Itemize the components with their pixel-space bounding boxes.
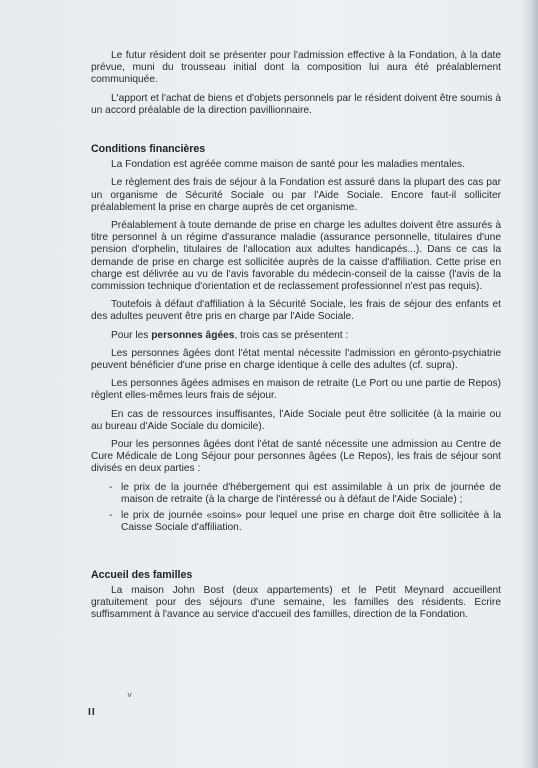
ink-mark: ˅ xyxy=(127,690,133,700)
p5-pre-text: Pour les xyxy=(111,329,152,341)
intro-paragraph-2: L'apport et l'achat de biens et d'objets personnels par le résident doivent être soumis à un accord préalable de la direction pavillionnaire. xyxy=(91,92,501,116)
document-body xyxy=(91,50,501,627)
financial-paragraph-8: En cas de ressources insuffisantes, l'Aide Sociale peut être sollicitée (à la mairie ou au bureau d'Aide Sociale du domicile). xyxy=(91,408,501,432)
list-item: - le prix de journée «soins» pour lequel une prise en charge doit être sollicitée à la Caisse Sociale d'affiliation. xyxy=(109,510,501,534)
page-edge-shadow xyxy=(520,0,538,768)
financial-paragraph-1: La Fondation est agréée comme maison de santé pour les maladies mentales. xyxy=(111,159,465,171)
section-heading-families: Accueil des familles xyxy=(91,568,193,581)
fee-parts-list xyxy=(109,482,501,535)
financial-paragraph-3: Préalablement à toute demande de prise en charge les adultes doivent être assurés à titre personnel à un régime d'assurance maladie (assurance personnelle, titulaires d'une pension d'orphelin, titulaires de l'allocation aux adultes handicapés...). Dans ce cas la demande de prise en charge est sollicitée auprès de la caisse d'affiliation. Cette prise en charge est délivrée au vu de l'avis favorable du médecin-conseil de la caisse (l'avis de la commission technique d'orientation et de reclassement professionnel n'est pas requis). xyxy=(91,220,501,293)
intro-paragraph-1: Le futur résident doit se présenter pour l'admission effective à la Fondation, à la date prévue, muni du trousseau initial dont la composition lui aura été préalablement communiquée. xyxy=(91,50,501,86)
financial-paragraph-6: Les personnes âgées dont l'état mental nécessite l'admission en géronto-psychiatrie peuvent bénéficier d'une prise en charge identique à celle des adultes (cf. supra). xyxy=(91,347,501,372)
p5-post-text: , trois cas se présentent : xyxy=(234,329,349,341)
page-number: II xyxy=(88,706,96,718)
financial-paragraph-2: Le règlement des frais de séjour à la Fondation est assuré dans la plupart des cas par un organisme de Sécurité Sociale ou par l'Aide Sociale. Encore faut-il solliciter préalablement la prise en charge auprès de cet organisme. xyxy=(91,177,501,213)
financial-paragraph-4: Toutefois à défaut d'affiliation à la Sécurité Sociale, les frais de séjour des enfants et des adultes peuvent être pris en charge par l'Aide Sociale. xyxy=(91,299,501,323)
financial-paragraph-9: Pour les personnes âgées dont l'état de santé nécessite une admission au Centre de Cure Médicale de Long Séjour pour personnes âgées (Le Repos), les frais de séjour sont divisés en deux parties : xyxy=(91,439,501,475)
list-item: - le prix de la journée d'hébergement qui est assimilable à un prix de journée de maison de retraite (à la charge de l'intéressé ou à défaut de l'Aide Sociale) ; xyxy=(109,482,501,506)
families-paragraph-1: La maison John Bost (deux appartements) et le Petit Meynard accueillent gratuitement pour des séjours d'une semaine, les familles des résidents. Ecrire suffisamment à l'avance au service d'accueil des familles, direction de la Fondation. xyxy=(91,584,501,621)
financial-paragraph-7: Les personnes âgées admises en maison de retraite (Le Port ou une partie de Repos) règlent elles-mêmes leurs frais de séjour. xyxy=(91,378,501,402)
section-heading-financial: Conditions financières xyxy=(91,143,206,156)
financial-paragraph-5 xyxy=(91,330,501,342)
elderly-emphasis: personnes âgées xyxy=(151,329,235,341)
